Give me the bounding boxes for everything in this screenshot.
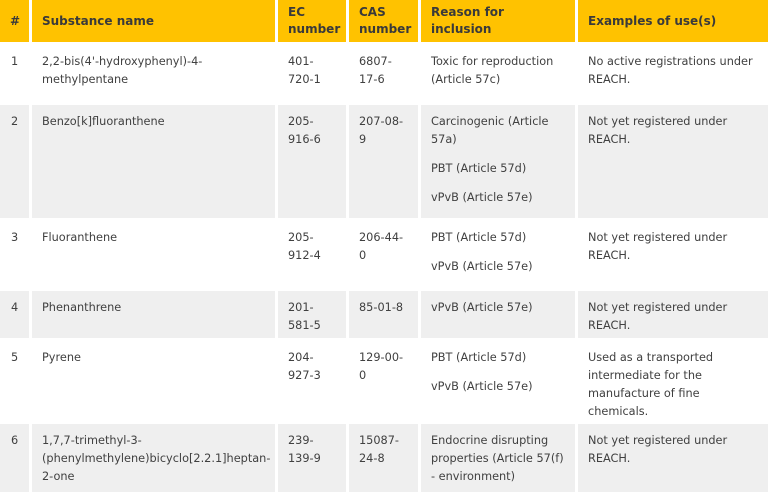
ec-number: 201-581-5 — [278, 291, 346, 338]
substance-name: Benzo[k]fluoranthene — [32, 105, 275, 218]
examples-of-use: Not yet registered under REACH. — [578, 424, 768, 492]
row-number: 5 — [0, 341, 29, 421]
header-number: # — [0, 0, 29, 42]
reason-item: Carcinogenic (Article 57a) — [431, 115, 549, 146]
reason-for-inclusion — [421, 291, 575, 338]
cas-number: 207-08-9 — [349, 105, 418, 218]
reason-item: PBT (Article 57d) — [431, 231, 527, 244]
table-row — [0, 424, 768, 492]
reason-item: PBT (Article 57d) — [431, 162, 527, 175]
substance-name: 2,2-bis(4'-hydroxyphenyl)-4-methylpentane — [32, 45, 275, 102]
table-row — [0, 341, 768, 421]
examples-of-use: Not yet registered under REACH. — [578, 105, 768, 218]
examples-of-use: Used as a transported intermediate for the manufacture of fine chemicals. — [578, 341, 768, 421]
ec-number: 204-927-3 — [278, 341, 346, 421]
ec-number: 205-912-4 — [278, 221, 346, 288]
row-number: 4 — [0, 291, 29, 338]
cas-number: 85-01-8 — [349, 291, 418, 338]
row-number: 6 — [0, 424, 29, 492]
reason-item: vPvB (Article 57e) — [431, 260, 533, 273]
reason-item: vPvB (Article 57e) — [431, 380, 533, 393]
ec-number: 239-139-9 — [278, 424, 346, 492]
header-ec-number: EC number — [278, 0, 346, 42]
header-reason-for-inclusion: Reason for inclusion — [421, 0, 575, 42]
examples-of-use: Not yet registered under REACH. — [578, 221, 768, 288]
cas-number: 206-44-0 — [349, 221, 418, 288]
reason-for-inclusion — [421, 105, 575, 218]
examples-of-use: No active registrations under REACH. — [578, 45, 768, 102]
table-row — [0, 221, 768, 288]
table-row — [0, 105, 768, 218]
reason-for-inclusion — [421, 424, 575, 492]
row-number: 2 — [0, 105, 29, 218]
table-row — [0, 45, 768, 102]
reason-item: vPvB (Article 57e) — [431, 191, 533, 204]
examples-of-use: Not yet registered under REACH. — [578, 291, 768, 338]
reason-item: Endocrine disrupting properties (Article 57(f) - environment) — [431, 434, 564, 483]
ec-number: 205-916-6 — [278, 105, 346, 218]
table-header-row — [0, 0, 768, 42]
row-number: 1 — [0, 45, 29, 102]
reason-for-inclusion — [421, 341, 575, 421]
cas-number: 6807-17-6 — [349, 45, 418, 102]
row-number: 3 — [0, 221, 29, 288]
cas-number: 15087-24-8 — [349, 424, 418, 492]
reason-item: Toxic for reproduction (Article 57c) — [431, 55, 554, 86]
header-examples-of-use: Examples of use(s) — [578, 0, 768, 42]
cas-number: 129-00-0 — [349, 341, 418, 421]
substance-name: Phenanthrene — [32, 291, 275, 338]
header-substance-name: Substance name — [32, 0, 275, 42]
reason-for-inclusion — [421, 45, 575, 102]
table-row — [0, 291, 768, 338]
substance-name: 1,7,7-trimethyl-3-(phenylmethylene)bicyclo[2.2.1]heptan-2-one — [32, 424, 275, 492]
ec-number: 401-720-1 — [278, 45, 346, 102]
header-cas-number: CAS number — [349, 0, 418, 42]
reason-item: PBT (Article 57d) — [431, 351, 527, 364]
reason-item: vPvB (Article 57e) — [431, 301, 533, 314]
substance-name: Pyrene — [32, 341, 275, 421]
substance-name: Fluoranthene — [32, 221, 275, 288]
reason-for-inclusion — [421, 221, 575, 288]
